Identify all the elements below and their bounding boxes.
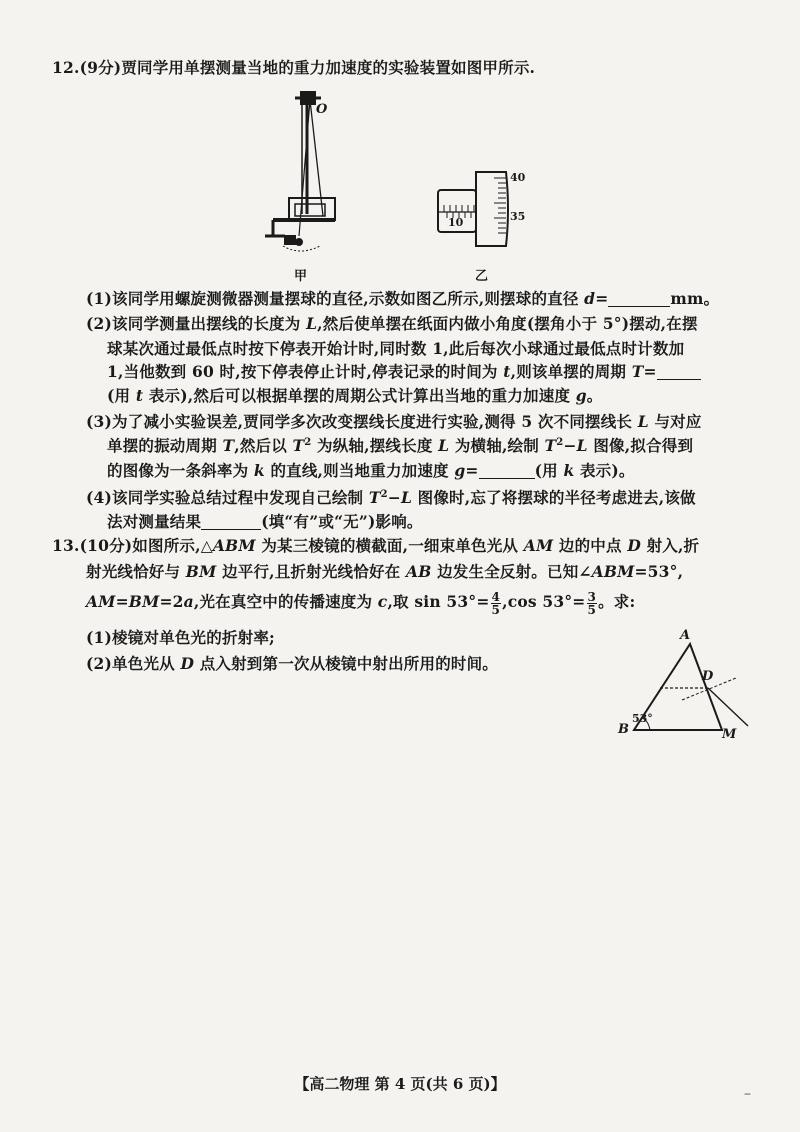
q13-line2: 射光线恰好与 BM 边平行,且折射光线恰好在 AB 边发生全反射。已知∠ABM=53°, — [86, 562, 684, 581]
q13-subquestion-1: (1)棱镜对单色光的折射率; — [86, 628, 275, 647]
sin-fraction: $\frac{4}{5}$ — [491, 589, 501, 617]
q12-part2-line4: (用 t 表示),然后可以根据单摆的周期公式计算出当地的重力加速度 g。 — [107, 386, 603, 405]
prism-figure — [612, 628, 762, 748]
answer-blank-period[interactable] — [657, 363, 701, 380]
page-footer: 【高二物理 第 4 页(共 6 页)】 — [294, 1075, 506, 1093]
q13-line1: 13.(10分)如图所示,△ABM 为某三棱镜的横截面,一细束单色光从 AM 边的中点 D 射入,折 — [52, 536, 700, 555]
micrometer-tick-35: 35 — [510, 210, 526, 223]
pivot-label-o: O — [316, 102, 328, 117]
q12-part2-line1: (2)该同学测量出摆线的长度为 L,然后使单摆在纸面内做小角度(摆角小于 5°)摆动,在摆 — [86, 314, 698, 333]
q12-part4-line2: 法对测量结果 (填“有”或“无”)影响。 — [107, 512, 423, 531]
cos-fraction: $\frac{3}{5}$ — [587, 589, 597, 617]
q12-part3-line2: 单摆的振动周期 T,然后以 $T^2$ 为纵轴,摆线长度 L 为横轴,绘制 $T^2-L$ 图像,拟合得到 — [107, 436, 694, 455]
answer-blank-effect[interactable] — [201, 513, 261, 530]
answer-blank-gravity[interactable] — [479, 462, 535, 479]
q13-subquestion-2: (2)单色光从 D 点入射到第一次从棱镜中射出所用的时间。 — [86, 654, 499, 673]
answer-blank-diameter[interactable] — [608, 290, 670, 307]
figure-yi-caption: 乙 — [475, 269, 489, 284]
vertex-m-label: M — [722, 727, 737, 742]
q12-part3-line1: (3)为了减小实验误差,贾同学多次改变摆线长度进行实验,测得 5 次不同摆线长 L 与对应 — [86, 412, 702, 431]
page-mark: – — [744, 1086, 751, 1102]
micrometer-tick-40: 40 — [510, 171, 526, 184]
angle-53-label: 53° — [632, 712, 653, 725]
q12-part1: (1)该同学用螺旋测微器测量摆球的直径,示数如图乙所示,则摆球的直径 d= mm。 — [86, 289, 720, 308]
q12-part4-line1: (4)该同学实验总结过程中发现自己绘制 $T^2-L$ 图像时,忘了将摆球的半径考虑进去,该做 — [86, 488, 696, 507]
q12-part2-line3: 1,当他数到 60 时,按下停表停止计时,停表记录的时间为 t,则该单摆的周期 T= — [107, 360, 701, 382]
vertex-b-label: B — [618, 722, 629, 737]
q12-part3-line3: 的图像为一条斜率为 k 的直线,则当地重力加速度 g= (用 k 表示)。 — [107, 461, 635, 480]
vertex-a-label: A — [680, 628, 691, 643]
figure-jia-caption: 甲 — [294, 269, 308, 284]
point-d-label: D — [702, 669, 714, 684]
q13-line3: AM=BM=2a,光在真空中的传播速度为 c,取 sin 53°= $\frac{4}{5}$ ,cos 53°= $\frac{3}{5}$ 。求: — [86, 589, 636, 617]
q12-part2-line2: 球某次通过最低点时按下停表开始计时,同时数 1,此后每次小球通过最低点时计数加 — [107, 339, 685, 358]
pendulum-apparatus-figure — [255, 86, 355, 271]
q12-header: 12.(9分)贾同学用单摆测量当地的重力加速度的实验装置如图甲所示. — [52, 58, 536, 77]
micrometer-main-scale-10: 10 — [448, 216, 464, 229]
